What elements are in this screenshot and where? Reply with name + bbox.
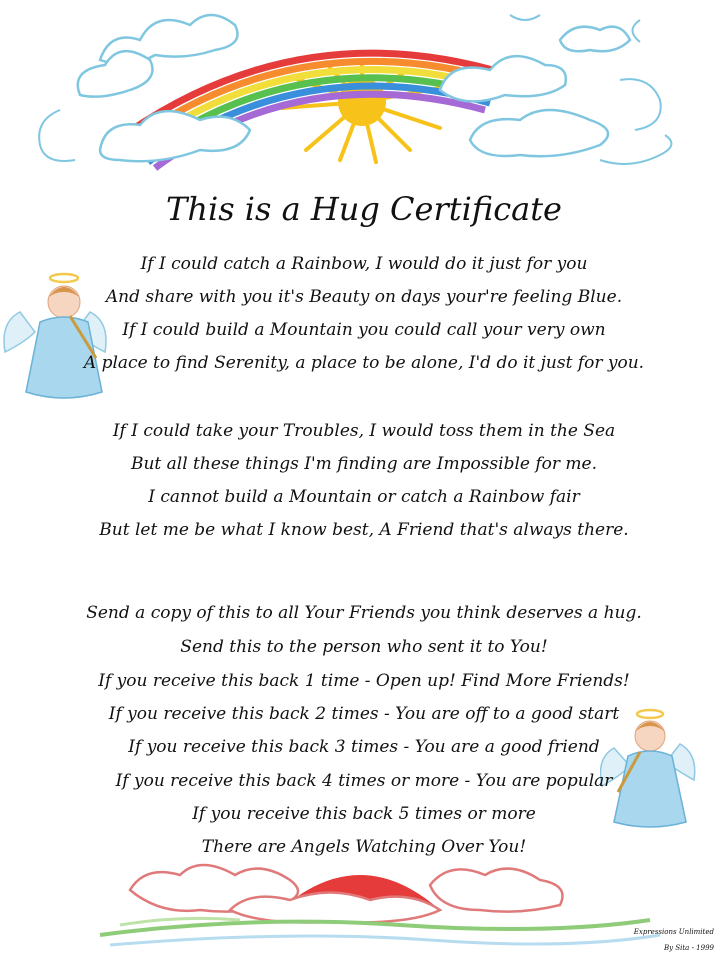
- instruction-line-6: If you receive this back 4 times or more - You are popular: [115, 771, 613, 791]
- page-title: This is a Hug Certificate: [166, 190, 562, 228]
- verse1-line-3: If I could build a Mountain you could call your very own: [122, 320, 606, 340]
- verse1-line-2: And share with you it's Beauty on days your're feeling Blue.: [105, 287, 623, 307]
- instruction-line-1: Send a copy of this to all Your Friends you think deserves a hug.: [86, 603, 642, 623]
- sunset-clouds-illustration: [0, 850, 728, 960]
- credit-line-2: By Sita - 1999: [664, 944, 714, 952]
- credit-line-1: Expressions Unlimited: [633, 928, 714, 936]
- rainbow-clouds-illustration: [0, 0, 728, 200]
- verse1-line-1: If I could catch a Rainbow, I would do it just for you: [140, 254, 588, 274]
- instruction-line-5: If you receive this back 3 times - You are a good friend: [128, 737, 600, 757]
- instruction-line-7: If you receive this back 5 times or more: [192, 804, 536, 824]
- instruction-line-4: If you receive this back 2 times - You are off to a good start: [108, 704, 620, 724]
- instruction-line-8: There are Angels Watching Over You!: [201, 837, 527, 857]
- verse2-line-1: If I could take your Troubles, I would toss them in the Sea: [112, 421, 616, 441]
- verse2-line-2: But all these things I'm finding are Impossible for me.: [130, 454, 598, 474]
- instruction-line-2: Send this to the person who sent it to You!: [180, 637, 548, 657]
- verse1-line-4: A place to find Serenity, a place to be alone, I'd do it just for you.: [83, 353, 645, 373]
- verse2-line-3: I cannot build a Mountain or catch a Rainbow fair: [148, 487, 580, 507]
- instruction-line-3: If you receive this back 1 time - Open up! Find More Friends!: [98, 671, 630, 691]
- verse2-line-4: But let me be what I know best, A Friend that's always there.: [99, 520, 629, 540]
